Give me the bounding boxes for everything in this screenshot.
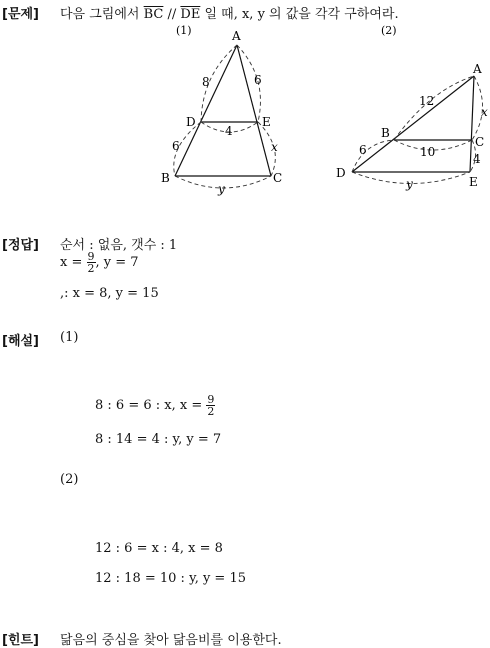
problem-tag: [문제]	[2, 7, 39, 22]
segment-bc: $\overline{BC}$	[143, 7, 164, 22]
fig2-label-b: B	[381, 126, 390, 140]
line-ac	[237, 45, 271, 176]
answer-line-2	[60, 251, 139, 274]
fig1-length-ad: 8	[202, 75, 210, 89]
fig1-length-bc: y	[218, 182, 225, 196]
fig2-label-d: D	[336, 166, 346, 180]
answer-x-prefix: x =	[60, 255, 83, 270]
fig1-label-c: C	[273, 171, 283, 185]
figure-2-caption: (2)	[381, 24, 397, 37]
fig2-length-bd: 6	[359, 143, 367, 157]
fraction-denominator: 2	[87, 262, 95, 275]
eq-1-fraction	[206, 394, 215, 417]
parallel-symbol: //	[163, 7, 181, 22]
fig1-label-e: E	[262, 115, 271, 129]
fig2-length-bc: 10	[420, 145, 436, 159]
explanation-part-1-label: (1)	[60, 330, 79, 345]
problem-text-after: 일 때, x, y 의 값을 각각 구하여라.	[200, 7, 399, 22]
answer-line-1: 순서 : 없음, 갯수 : 1	[60, 238, 178, 253]
line-da	[352, 76, 474, 172]
fig2-label-e: E	[469, 175, 478, 189]
fig1-length-de: 4	[225, 124, 233, 138]
figure-2	[330, 20, 490, 200]
fig1-label-a: A	[232, 29, 241, 43]
fig1-length-db: 6	[172, 139, 180, 153]
fraction-numerator: 9	[207, 393, 215, 406]
fig2-length-de: y	[406, 177, 413, 191]
answer-line-3: ,: x = 8, y = 15	[60, 286, 159, 301]
fig2-length-ab: 12	[419, 94, 435, 108]
eq-1-text: 8 : 6 = 6 : x, x =	[95, 398, 203, 413]
fig2-length-ce: 4	[473, 152, 481, 166]
line-ab	[175, 45, 237, 176]
explanation-eq-4: 12 : 18 = 10 : y, y = 15	[95, 571, 246, 586]
segment-de: $\overline{DE}$	[180, 7, 201, 22]
hint-tag: [힌트]	[2, 633, 39, 648]
problem-text-before: 다음 그림에서	[60, 7, 144, 22]
explanation-eq-2: 8 : 14 = 4 : y, y = 7	[95, 432, 222, 447]
fraction-denominator: 2	[207, 405, 215, 418]
fig1-label-b: B	[161, 171, 170, 185]
explanation-tag: [해설]	[2, 334, 39, 349]
fig1-length-ec: x	[271, 140, 278, 154]
explanation-eq-3: 12 : 6 = x : 4, x = 8	[95, 541, 223, 556]
answer-y-part: , y = 7	[95, 255, 139, 270]
fig1-length-ae: 6	[254, 73, 262, 87]
fig2-label-a: A	[473, 62, 482, 76]
explanation-eq-1	[95, 394, 215, 417]
answer-tag: [정답]	[2, 238, 39, 253]
explanation-part-2-label: (2)	[60, 472, 79, 487]
answer-x-fraction	[87, 251, 96, 274]
fraction-numerator: 9	[87, 250, 95, 263]
figure-1-caption: (1)	[176, 24, 192, 37]
fig2-label-c: C	[475, 135, 485, 149]
figure-1	[150, 20, 300, 200]
fig1-label-d: D	[186, 115, 196, 129]
fig2-length-ac: x	[481, 105, 488, 119]
hint-text: 닮음의 중심을 찾아 닮음비를 이용한다.	[60, 633, 282, 648]
